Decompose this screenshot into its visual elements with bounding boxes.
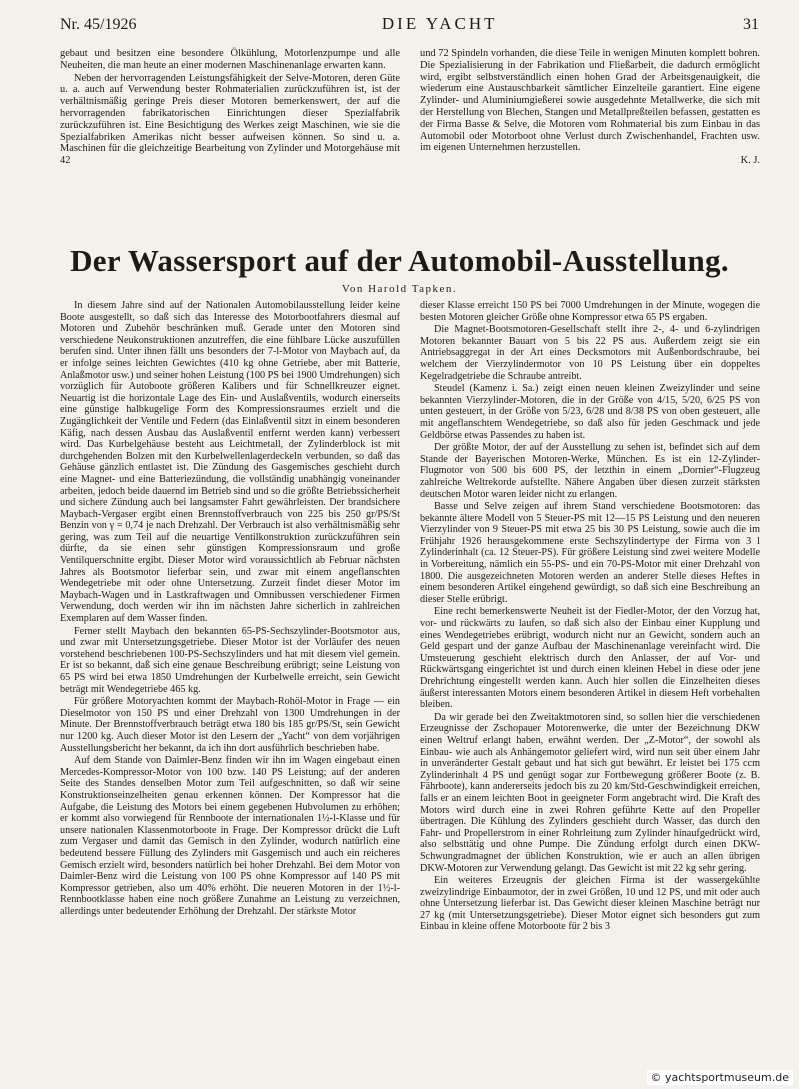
- article-byline: Von Harold Tapken.: [341, 283, 458, 295]
- previous-article-continuation: [60, 48, 760, 238]
- paragraph: Basse und Selve zeigen auf ihrem Stand verschiedene Bootsmotoren: das bekannte ältere Modell von 5 Steuer-PS mit 12—15 PS Leistung und den neueren Vierzylinder von 9 Steuer-PS mit etwa 25 bis 30 PS Leistung, sowie auch die im Frühjahr 1926 herausgekommene erste Sechszylindertype der Firma von 3 l Zylinderinhalt (ca. 12 Steuer-PS). Für größere Leistung sind zwei weitere Modelle in Vorbereitung, nämlich ein 55-PS- und ein 70-PS-Motor mit einer Drehzahl von 1800. Die ausgezeichneten Motoren werden an anderer Stelle dieses Heftes in einem besonderen Artikel eingehend gewürdigt, so daß sich eine Beschreibung an dieser Stelle erübrigt.: [420, 501, 760, 605]
- paragraph: In diesem Jahre sind auf der Nationalen Automobilausstellung leider keine Boote ausgestellt, so daß sich das Interesse des Motorbootfahrers diesmal auf Motoren und Zubehör beschränken muß. Gerade unter den Motoren sind verschiedene Neukonstruktionen anzutreffen, die eine fühlbare Lücke auszufüllen berufen sind. Unter ihnen fällt uns besonders der 7-l-Motor von Maybach auf, da er infolge seines leichten Gewichtes (410 kg ohne Getriebe, aber mit Batterie, Anlaßmotor usw.) und seiner hohen Leistung (100 PS bei 1900 Umdrehungen) sich vorzüglich für Autoboote größeren Kalibers und für Schnellkreuzer eignet. Neuartig ist die horizontale Lage des Ein- und Auslaßventils, wodurch einerseits eine günstige halbkugelige Form des Kompressionsraumes erzielt und die Zugänglichkeit der Ventile und Federn (das Einlaßventil sitzt in einem besonderen Käfig, nach dessen Ausbau das Auslaßventil entfernt werden kann) verbessert wird. Das Kurbelgehäuse besteht aus Leichtmetall, der Zylinderblock ist mit durchgehenden Bolzen mit den Kurbelwellenlagerdeckeln verbunden, so daß das Gehäuse gänzlich entlastet ist. Die Zündung des Gasgemisches geschieht durch eine Magnet- und eine Batteriezündung, die vollständig unabhängig voneinander arbeiten, jedoch beide dauernd im Betrieb sind und so die größte Betriebssicherheit und sichere Zündung auch bei langsamster Fahrt gewährleisten. Der brandsichere Maybach-Vergaser ergibt einen Brennstoffverbrauch von 225 bis 250 gr/PS/St Benzin von γ = 0,74 je nach Drehzahl. Der Verbrauch ist also verhältnismäßig sehr gering, was zum Teil auf die neuartige Ventilkonstruktion zurückzuführen sein dürfte, da sie einen sehr günstigen Kompressionsraum und große Ventilquerschnitte ergibt. Dieser Motor wird voraussichtlich ab Februar nächsten Jahres als Bootsmotor lieferbar sein, und zwar mit einem angeflanschten Wendegetriebe mit oder ohne Untersetzung. Zurzeit findet dieser Motor im Maybach-Wagen und in Lastkraftwagen und Omnibussen verschiedener Firmen Verwendung, doch werden wir ihn im nächsten Jahre sicherlich in zahlreichen Exemplaren auf dem Wasser finden.: [60, 300, 401, 625]
- paragraph: Auf dem Stande von Daimler-Benz finden wir ihn im Wagen eingebaut einen Mercedes-Kompressor-Motor von 100 bzw. 140 PS Leistung; auf der anderen Seite des Standes denselben Motor zum Teil aufgeschnitten, so daß wir seine Konstruktionseinzelheiten genau erkennen können. Der Kompressor hat die Aufgabe, die Leistung des Motors bei einem gegebenen Hubvolumen zu erhöhen; er kommt also vorwiegend für Rennboote der internationalen 1½-l-Klasse und für unsere nationalen Klassenmotorboote in Frage. Der Kompressor drückt die Luft zum Vergaser und damit das Gemisch in den Zylinder, wodurch natürlich eine bedeutend bessere Füllung des Zylinders mit Gasgemisch und auch ein reicheres Gemisch erzielt wird, besonders natürlich bei hoher Drehzahl. Bei dem Motor von Daimler-Benz wird die Leistung von 100 PS ohne Kompressor auf 140 PS mit Kompressor getrieben, also um 40% erhöht. Die neueren Motoren in der 1½-l-Rennbootklasse haben eine noch größere Zunahme an Leistung zu verzeichnen, allerdings unter bedeutender Erhöhung der Drehzahl. Der stärkste Motor: [60, 755, 400, 917]
- paragraph: Neben der hervorragenden Leistungsfähigkeit der Selve-Motoren, deren Güte u. a. auch auf Verwendung bester Rohmaterialien zurückzuführen ist, ist der verhältnismäßig geringe Preis dieser Motoren bemerkenswert, der auf die hervorragenden fabrikatorischen Einrichtungen dieser Spezialfabrik zurückzuführen ist. Eine Besichtigung des Werkes zeigt Maschinen, wie sie die Spezialfabriken Amerikas nicht besser aufweisen können. So sind u. a. Maschinen für die gleichzeitige Bearbeitung von Zylinder und Motorgehäuse mit 42: [60, 72, 400, 167]
- issue-number: Nr. 45/1926: [60, 16, 137, 33]
- paragraph: Der größte Motor, der auf der Ausstellung zu sehen ist, befindet sich auf dem Stande der Bayerischen Motoren-Werke, München. Es ist ein 12-Zylinder-Flugmotor von 500 bis 600 PS, der letzthin in einem „Dornier“-Flugzeug zahlreiche Weltrekorde aufstellte. Nähere Angaben über diesen zurzeit stärksten deutschen Motor waren leider nicht zu erlangen.: [420, 442, 760, 500]
- paragraph: Da wir gerade bei den Zweitaktmotoren sind, so sollen hier die verschiedenen Erzeugnisse der Zschopauer Motorenwerke, die unter der Bezeichnung DKW einen Weltruf erlangt haben, erwähnt werden. Der „Z-Motor“, der sowohl als Einbau- wie auch als Anhängemotor geliefert wird, wird nun seit über einem Jahr in unveränderter Gestalt gebaut und hat sich gut bewährt. Er leistet bei 175 ccm Zylinderinhalt 4 PS und genügt sogar zur Fortbewegung größerer Boote (z. B. Fährboote), kann andererseits jedoch bis zu 20 km/Std-Geschwindigkeit erreichen, falls er an einem leichten Boot in geeigneter Form angebracht wird. Die Kraft des Motors wird durch eine in zwei Rohren geführte Kette auf den Propeller übertragen. Die Kühlung des Zylinders geschieht durch Wasser, das durch den Fahr- und Propellerstrom in einer Rohrleitung zum Zylinder hinaufgedrückt wird, also selbsttätig und ohne Pumpe. Die Zündung erfolgt durch einen DKW-Schwungradmagnet der üblichen Konstruktion, wie er auch an allen übrigen DKW-Motoren zur Verwendung gelangt. Das Gewicht ist mit 22 kg sehr gering.: [420, 711, 760, 874]
- paragraph: Ein weiteres Erzeugnis der gleichen Firma ist der wassergekühlte zweizylindrige Einbaumotor, der in zwei Größen, 10 und 12 PS, und mit oder auch ohne Untersetzung lieferbar ist. Das Gewicht dieser kleinen Maschine beträgt nur 27 kg (mit Untersetzungsgetriebe). Dieser Motor eignet sich besonders gut zum Einbau in kleine offene Motorboote für 2 bis 3: [420, 875, 760, 933]
- top-right-column: [420, 48, 760, 238]
- paragraph: Eine recht bemerkenswerte Neuheit ist der Fiedler-Motor, der den Vorzug hat, vor- und rückwärts zu laufen, so daß sich also der Einbau einer Kupplung und eines Wendegetriebes erübrigt, wodurch nicht nur an Gewicht, sondern auch an Geld gespart und der ganze Aufbau der Maschinenanlage vereinfacht wird. Die Umsteuerung geschieht elektrisch durch den Anlasser, der auf Vor- und Rückwärtsgang eingerichtet ist und durch einen kleinen Hebel in diese oder jene Drehrichtung eingestellt werden kann. Auch hier sollen die Einzelheiten dieses äußerst interessanten Motors einem besonderen Artikel in diesem Heft vorbehalten bleiben.: [420, 606, 760, 711]
- paragraph: Für größere Motoryachten kommt der Maybach-Rohöl-Motor in Frage — ein Dieselmotor von 150 PS und einer Drehzahl von 1300 Umdrehungen in der Minute. Der Brennstoffverbrauch beträgt etwa 180 bis 185 gr/PS/St, sein Gewicht nur 1200 kg. Auch dieser Motor ist den Lesern der „Yacht“ von dem vorjährigen Ausstellungsbericht her bekannt, da ich ihn dort ausführlich beschrieben habe.: [60, 696, 400, 754]
- page-header: [60, 14, 759, 38]
- paragraph: gebaut und besitzen eine besondere Ölkühlung, Motorlenzpumpe und alle Neuheiten, die man heute an einer modernen Maschinenanlage erwarten kann.: [60, 48, 400, 71]
- article-body: [60, 300, 760, 1070]
- left-column: [60, 300, 400, 1070]
- author-signature: K. J.: [740, 155, 760, 167]
- page-number: 31: [742, 16, 759, 33]
- paragraph: dieser Klasse erreicht 150 PS bei 7000 Umdrehungen in der Minute, wogegen die besten Motoren gleicher Größe ohne Kompressor etwa 65 PS ergaben.: [420, 300, 760, 323]
- paragraph: Die Magnet-Bootsmotoren-Gesellschaft stellt ihre 2-, 4- und 6-zylindrigen Motoren bekannter Bauart von 5 bis 22 PS aus. Außerdem zeigt sie ein Antriebsaggregat in der Art eines Decksmotors mit Außenbordschraube, bei welchem der Vierzylindermotor von 10 PS Leistung über ein doppeltes Kegelradgetriebe die Schraube antreibt.: [420, 324, 760, 382]
- paragraph: Steudel (Kamenz i. Sa.) zeigt einen neuen kleinen Zweizylinder und seine bekannten Vierzylinder-Motoren, die in der Größe von 4/15, 5/20, 6/25 PS von unten gesteuert, in der Größe von 5/23, 6/28 und 8/38 PS von oben gesteuert, alle mit angeflanschtem Wendegetriebe, so daß also für jeden Geschmack und jede Geldbörse etwas Passendes zu haben ist.: [420, 383, 760, 441]
- right-column: [420, 300, 760, 1070]
- magazine-title: DIE YACHT: [381, 14, 498, 33]
- copyright-watermark: © yachtsportmuseum.de: [647, 1070, 793, 1085]
- paragraph: und 72 Spindeln vorhanden, die diese Teile in wenigen Minuten komplett bohren. Die Spezialisierung in der Fabrikation und Fließarbeit, die dadurch ermöglicht wird, ergibt selbstverständlich einen hohen Grad der Arbeitsgenauigkeit, die wiederum eine Austauschbarkeit sämtlicher Einzelteile garantiert. Eine eigene Zylinder- und Aluminiumgießerei sowie ausgedehnte Metallwerke, die sich mit der Herstellung von Blechen, Stangen und Metallpreßteilen befassen, gestatten es der Firma Basse & Selve, die Motoren vom Rohmaterial bis zum Einbau in das Automobil oder Motorboot ohne Verlust durch Zwischenhandel, Frachten usw. im eigenen Unternehmen herzustellen.: [420, 48, 760, 154]
- paragraph: Ferner stellt Maybach den bekannten 65-PS-Sechszylinder-Bootsmotor aus, und zwar mit Untersetzungsgetriebe. Dieser Motor ist der Vorläufer des neuen vorstehend beschriebenen 100-PS-Sechszylinders und hat mit diesem viel gemein. Er ist so bekannt, daß sich eine genaue Beschreibung erübrigt; seine Leistung von 65 PS wird bei etwa 1850 Umdrehungen der Kurbelwelle erreicht, sein Gewicht beträgt mit Wendegetriebe 465 kg.: [60, 625, 400, 695]
- article-title: Der Wassersport auf der Automobil-Ausstellung.: [70, 243, 729, 278]
- top-left-column: [60, 48, 400, 238]
